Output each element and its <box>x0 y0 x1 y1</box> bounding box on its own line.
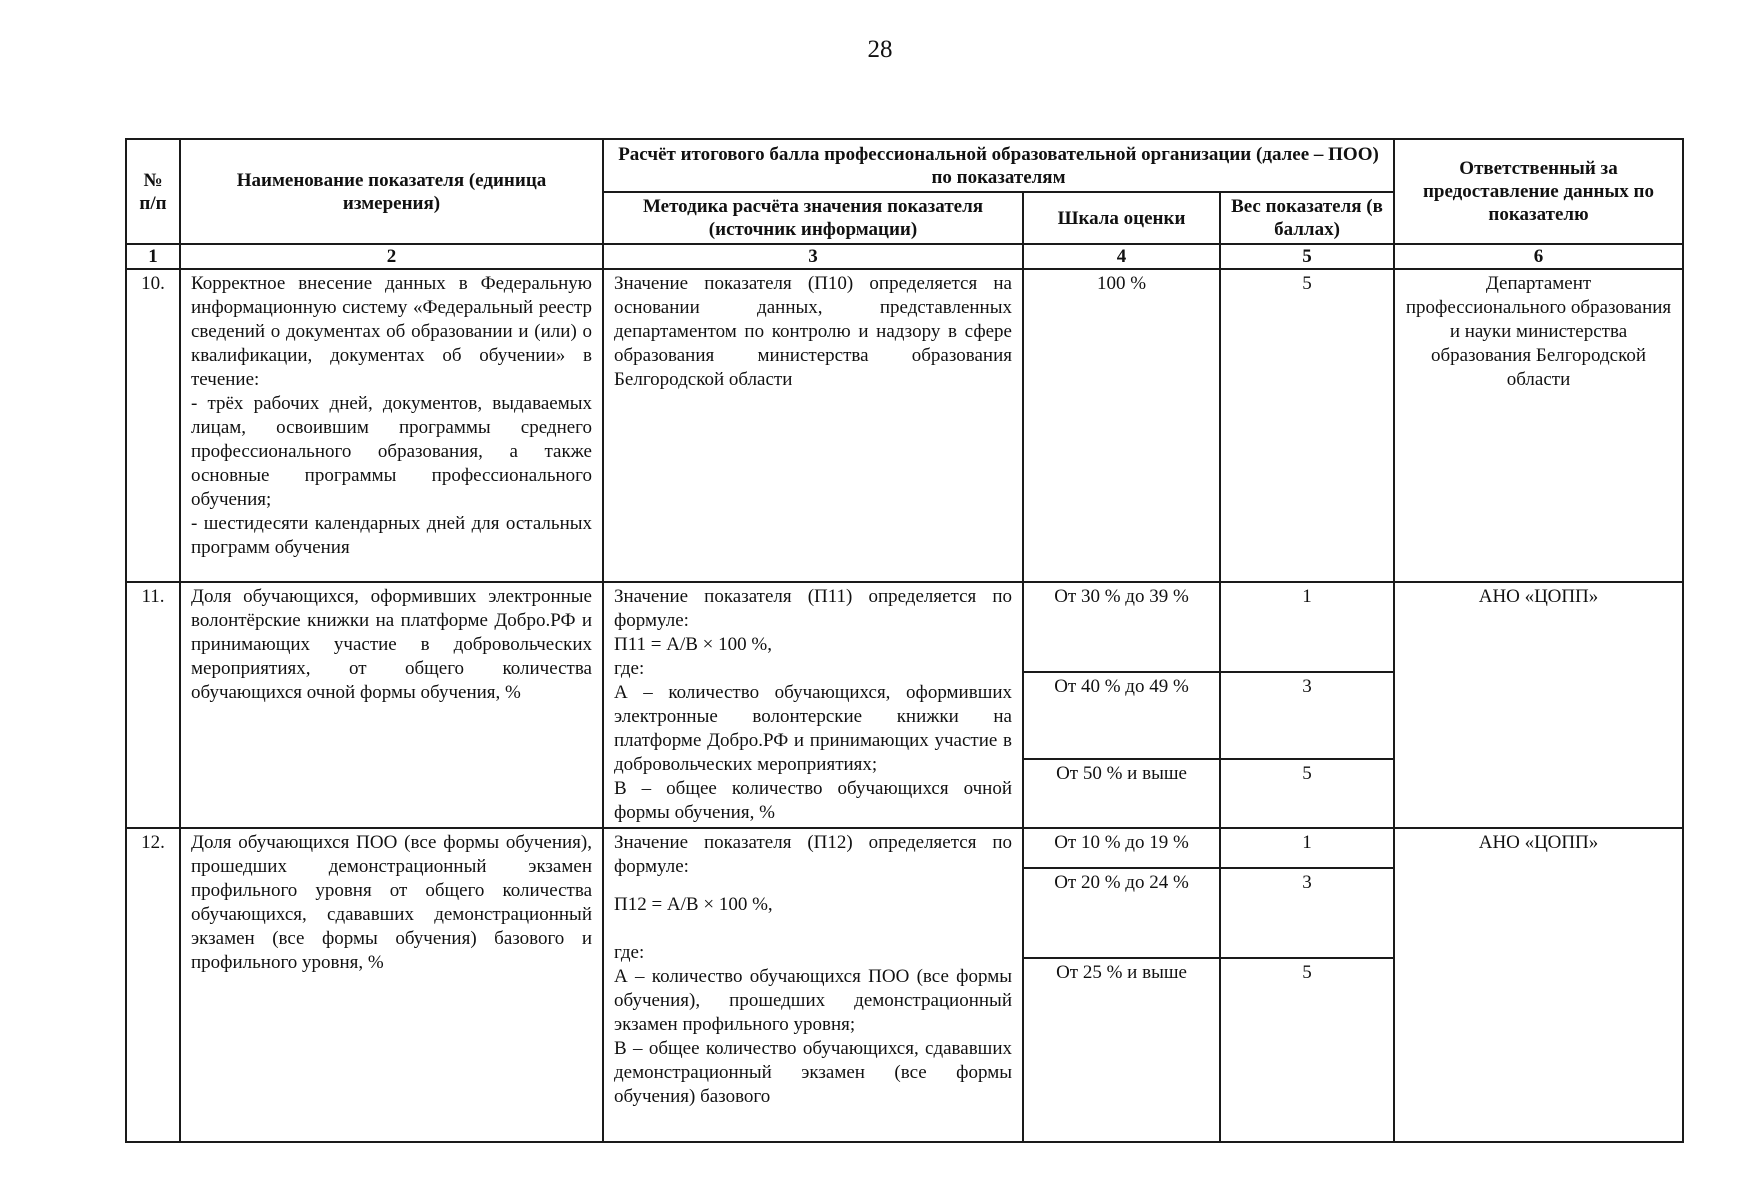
scale-cell: От 25 % и выше <box>1023 958 1220 1142</box>
header-weight: Вес показателя (в баллах) <box>1220 192 1394 244</box>
row-number: 12. <box>126 828 180 1142</box>
page-number: 28 <box>867 36 893 63</box>
indicator-name-line: - трёх рабочих дней, документов, выдаваемых лицам, освоившим программы среднего профессионального образования, а также основные программы профессионального обучения; <box>191 393 592 510</box>
index-cell: 4 <box>1023 244 1220 269</box>
method-text: В – общее количество обучающихся очной формы обучения, % <box>614 778 1012 823</box>
header-responsible: Ответственный за предоставление данных по показателю <box>1394 139 1683 244</box>
weight-cell: 3 <box>1220 672 1394 759</box>
method-text: где: <box>614 942 645 963</box>
index-cell: 1 <box>126 244 180 269</box>
weight-cell: 5 <box>1220 269 1394 582</box>
header-method: Методика расчёта значения показателя (источник информации) <box>603 192 1023 244</box>
indicators-table <box>125 138 1684 1143</box>
indicator-name-line: Доля обучающихся ПОО (все формы обучения), прошедших демонстрационный экзамен профильного уровня от общего количества обучающихся, сдававших демонстрационный экзамен (все формы обучения) базового и профильного уровня, % <box>191 832 592 973</box>
method-intro: Значение показателя (П12) определяется по формуле: <box>614 832 1012 877</box>
header-num: № п/п <box>126 139 180 244</box>
responsible-cell: АНО «ЦОПП» <box>1394 828 1683 1142</box>
weight-cell: 5 <box>1220 759 1394 828</box>
table-row <box>126 582 1683 672</box>
table-row <box>126 828 1683 868</box>
table-row <box>126 269 1683 582</box>
row-number: 10. <box>126 269 180 582</box>
indicator-name-line: - шестидесяти календарных дней для остальных программ обучения <box>191 513 592 558</box>
responsible-cell: АНО «ЦОПП» <box>1394 582 1683 828</box>
method-text: В – общее количество обучающихся, сдававших демонстрационный экзамен (все формы обучения) базового <box>614 1038 1012 1107</box>
scale-cell: От 10 % до 19 % <box>1023 828 1220 868</box>
indicator-name <box>180 582 603 828</box>
method-text: А – количество обучающихся, оформивших электронные волонтерские книжки на платформе Добро.РФ и принимающих участие в добровольческих мероприятиях; <box>614 682 1012 775</box>
weight-cell: 3 <box>1220 868 1394 958</box>
method-cell <box>603 582 1023 828</box>
scale-cell: От 20 % до 24 % <box>1023 868 1220 958</box>
index-cell: 2 <box>180 244 603 269</box>
method-text: где: <box>614 658 645 679</box>
indicator-name <box>180 828 603 1142</box>
method-cell <box>603 828 1023 1142</box>
method-formula: П12 = А/В × 100 %, <box>614 894 773 915</box>
header-calc-group: Расчёт итогового балла профессиональной образовательной организации (далее – ПОО) по показателям <box>603 139 1394 192</box>
responsible-cell: Департамент профессионального образования и науки министерства образования Белгородской области <box>1394 269 1683 582</box>
indicator-name-line: Доля обучающихся, оформивших электронные волонтёрские книжки на платформе Добро.РФ и принимающих участие в добровольческих мероприятиях, от общего количества обучающихся очной формы обучения, % <box>191 586 592 703</box>
weight-cell: 1 <box>1220 828 1394 868</box>
method-intro: Значение показателя (П11) определяется по формуле: <box>614 586 1012 631</box>
indicator-name <box>180 269 603 582</box>
weight-cell: 1 <box>1220 582 1394 672</box>
index-cell: 5 <box>1220 244 1394 269</box>
indicator-name-line: Корректное внесение данных в Федеральную информационную систему «Федеральный реестр сведений о документах об образовании и (или) о квалификации, документах об обучении» в течение: <box>191 273 592 390</box>
scale-cell: От 40 % до 49 % <box>1023 672 1220 759</box>
index-cell: 3 <box>603 244 1023 269</box>
header-scale: Шкала оценки <box>1023 192 1220 244</box>
scale-cell: 100 % <box>1023 269 1220 582</box>
index-cell: 6 <box>1394 244 1683 269</box>
scale-cell: От 50 % и выше <box>1023 759 1220 828</box>
method-formula: П11 = А/В × 100 %, <box>614 634 772 655</box>
header-name: Наименование показателя (единица измерения) <box>180 139 603 244</box>
method-cell <box>603 269 1023 582</box>
method-text: А – количество обучающихся ПОО (все формы обучения), прошедших демонстрационный экзамен профильного уровня; <box>614 966 1012 1035</box>
method-text: Значение показателя (П10) определяется на основании данных, представленных департаментом по контролю и надзору в сфере образования министерства образования Белгородской области <box>614 273 1012 390</box>
row-number: 11. <box>126 582 180 828</box>
scale-cell: От 30 % до 39 % <box>1023 582 1220 672</box>
weight-cell: 5 <box>1220 958 1394 1142</box>
